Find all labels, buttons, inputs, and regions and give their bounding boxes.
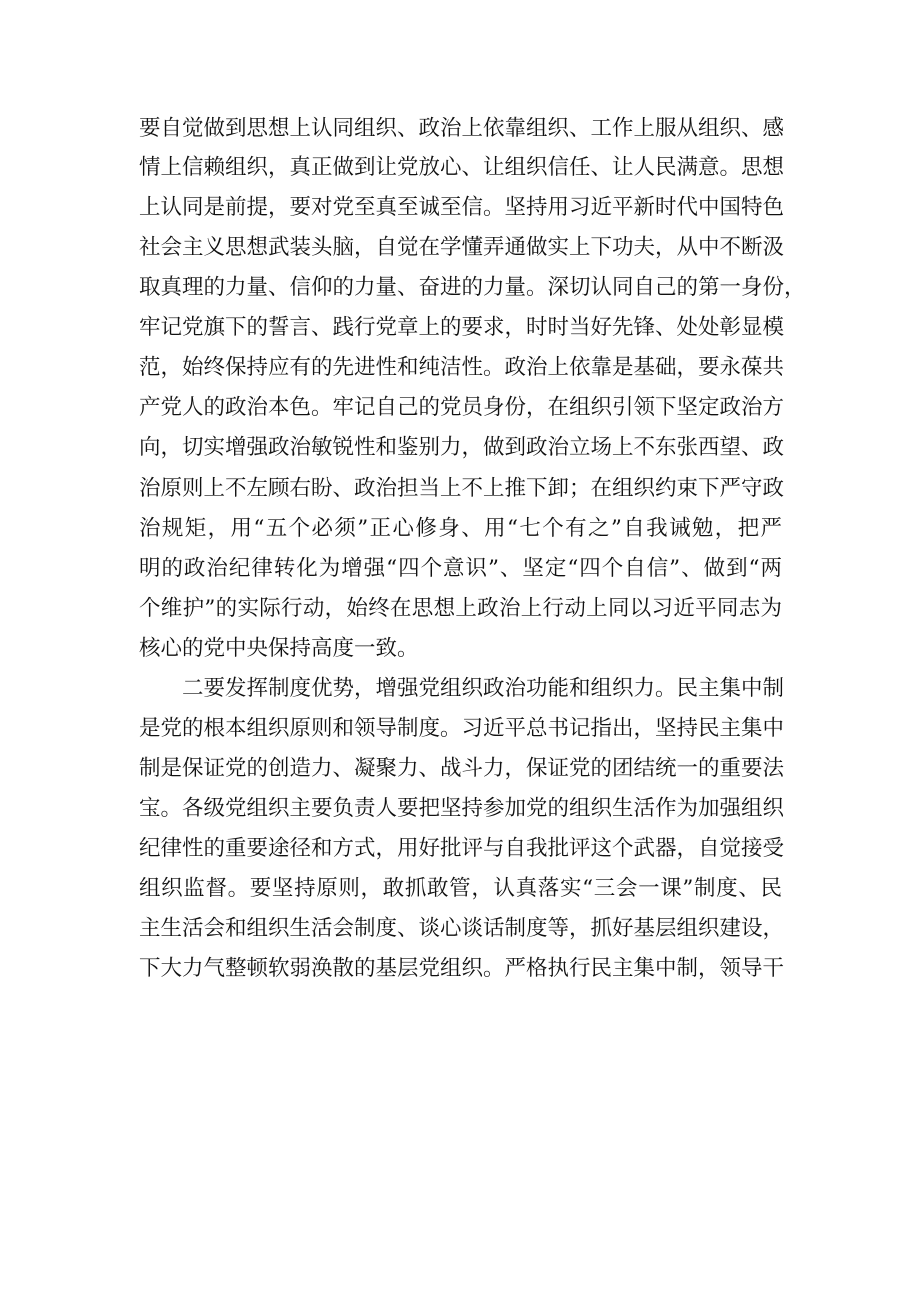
text-line: 宝。各级党组织主要负责人要把坚持参加党的组织生活作为加强组织 [139,796,785,821]
text-line: 是党的根本组织原则和领导制度。习近平总书记指出，坚持民主集中 [139,716,785,741]
text-line: 制是保证党的创造力、凝聚力、战斗力，保证党的团结统一的重要法 [139,756,785,781]
text-line: 社会主义思想武装头脑，自觉在学懂弄通做实上下功夫，从中不断汲 [139,235,785,260]
text-line: 组织监督。要坚持原则，敢抓敢管，认真落实“三会一课”制度、民 [139,876,782,901]
text-line: 范，始终保持应有的先进性和纯洁性。政治上依靠是基础，要永葆共 [139,355,785,380]
text-line: 要自觉做到思想上认同组织、政治上依靠组织、工作上服从组织、感 [139,116,785,141]
text-line: 主生活会和组织生活会制度、谈心谈话制度等，抓好基层组织建设， [139,916,785,941]
text-line: 上认同是前提，要对党至真至诚至信。坚持用习近平新时代中国特色 [139,195,785,220]
text-line: 向，切实增强政治敏锐性和鉴别力，做到政治立场上不东张西望、政 [139,435,785,460]
text-line: 产党人的政治本色。牢记自己的党员身份，在组织引领下坚定政治方 [139,395,785,420]
text-line: 治原则上不左顾右盼、政治担当上不上推下卸；在组织约束下严守政 [139,476,785,501]
text-line: 治规矩，用“五个必须”正心修身、用“七个有之”自我诫勉，把严 [139,516,782,541]
text-line: 个维护”的实际行动，始终在思想上政治上行动上同以习近平同志为 [139,596,782,621]
text-line: 情上信赖组织，真正做到让党放心、让组织信任、让人民满意。思想 [139,155,785,180]
text-line: 纪律性的重要途径和方式，用好批评与自我批评这个武器，自觉接受 [139,836,785,861]
text-line: 牢记党旗下的誓言、践行党章上的要求，时时当好先锋、处处彰显模 [139,315,785,340]
paragraph-first-line: 二要发挥制度优势，增强党组织政治功能和组织力。民主集中制 [182,676,785,701]
text-line: 取真理的力量、信仰的力量、奋进的力量。深切认同自己的第一身份， [139,275,806,300]
text-line: 核心的党中央保持高度一致。 [139,636,419,661]
text-line: 明的政治纪律转化为增强“四个意识”、坚定“四个自信”、做到“两 [139,556,782,581]
text-line: 下大力气整顿软弱涣散的基层党组织。严格执行民主集中制，领导干 [139,956,785,981]
